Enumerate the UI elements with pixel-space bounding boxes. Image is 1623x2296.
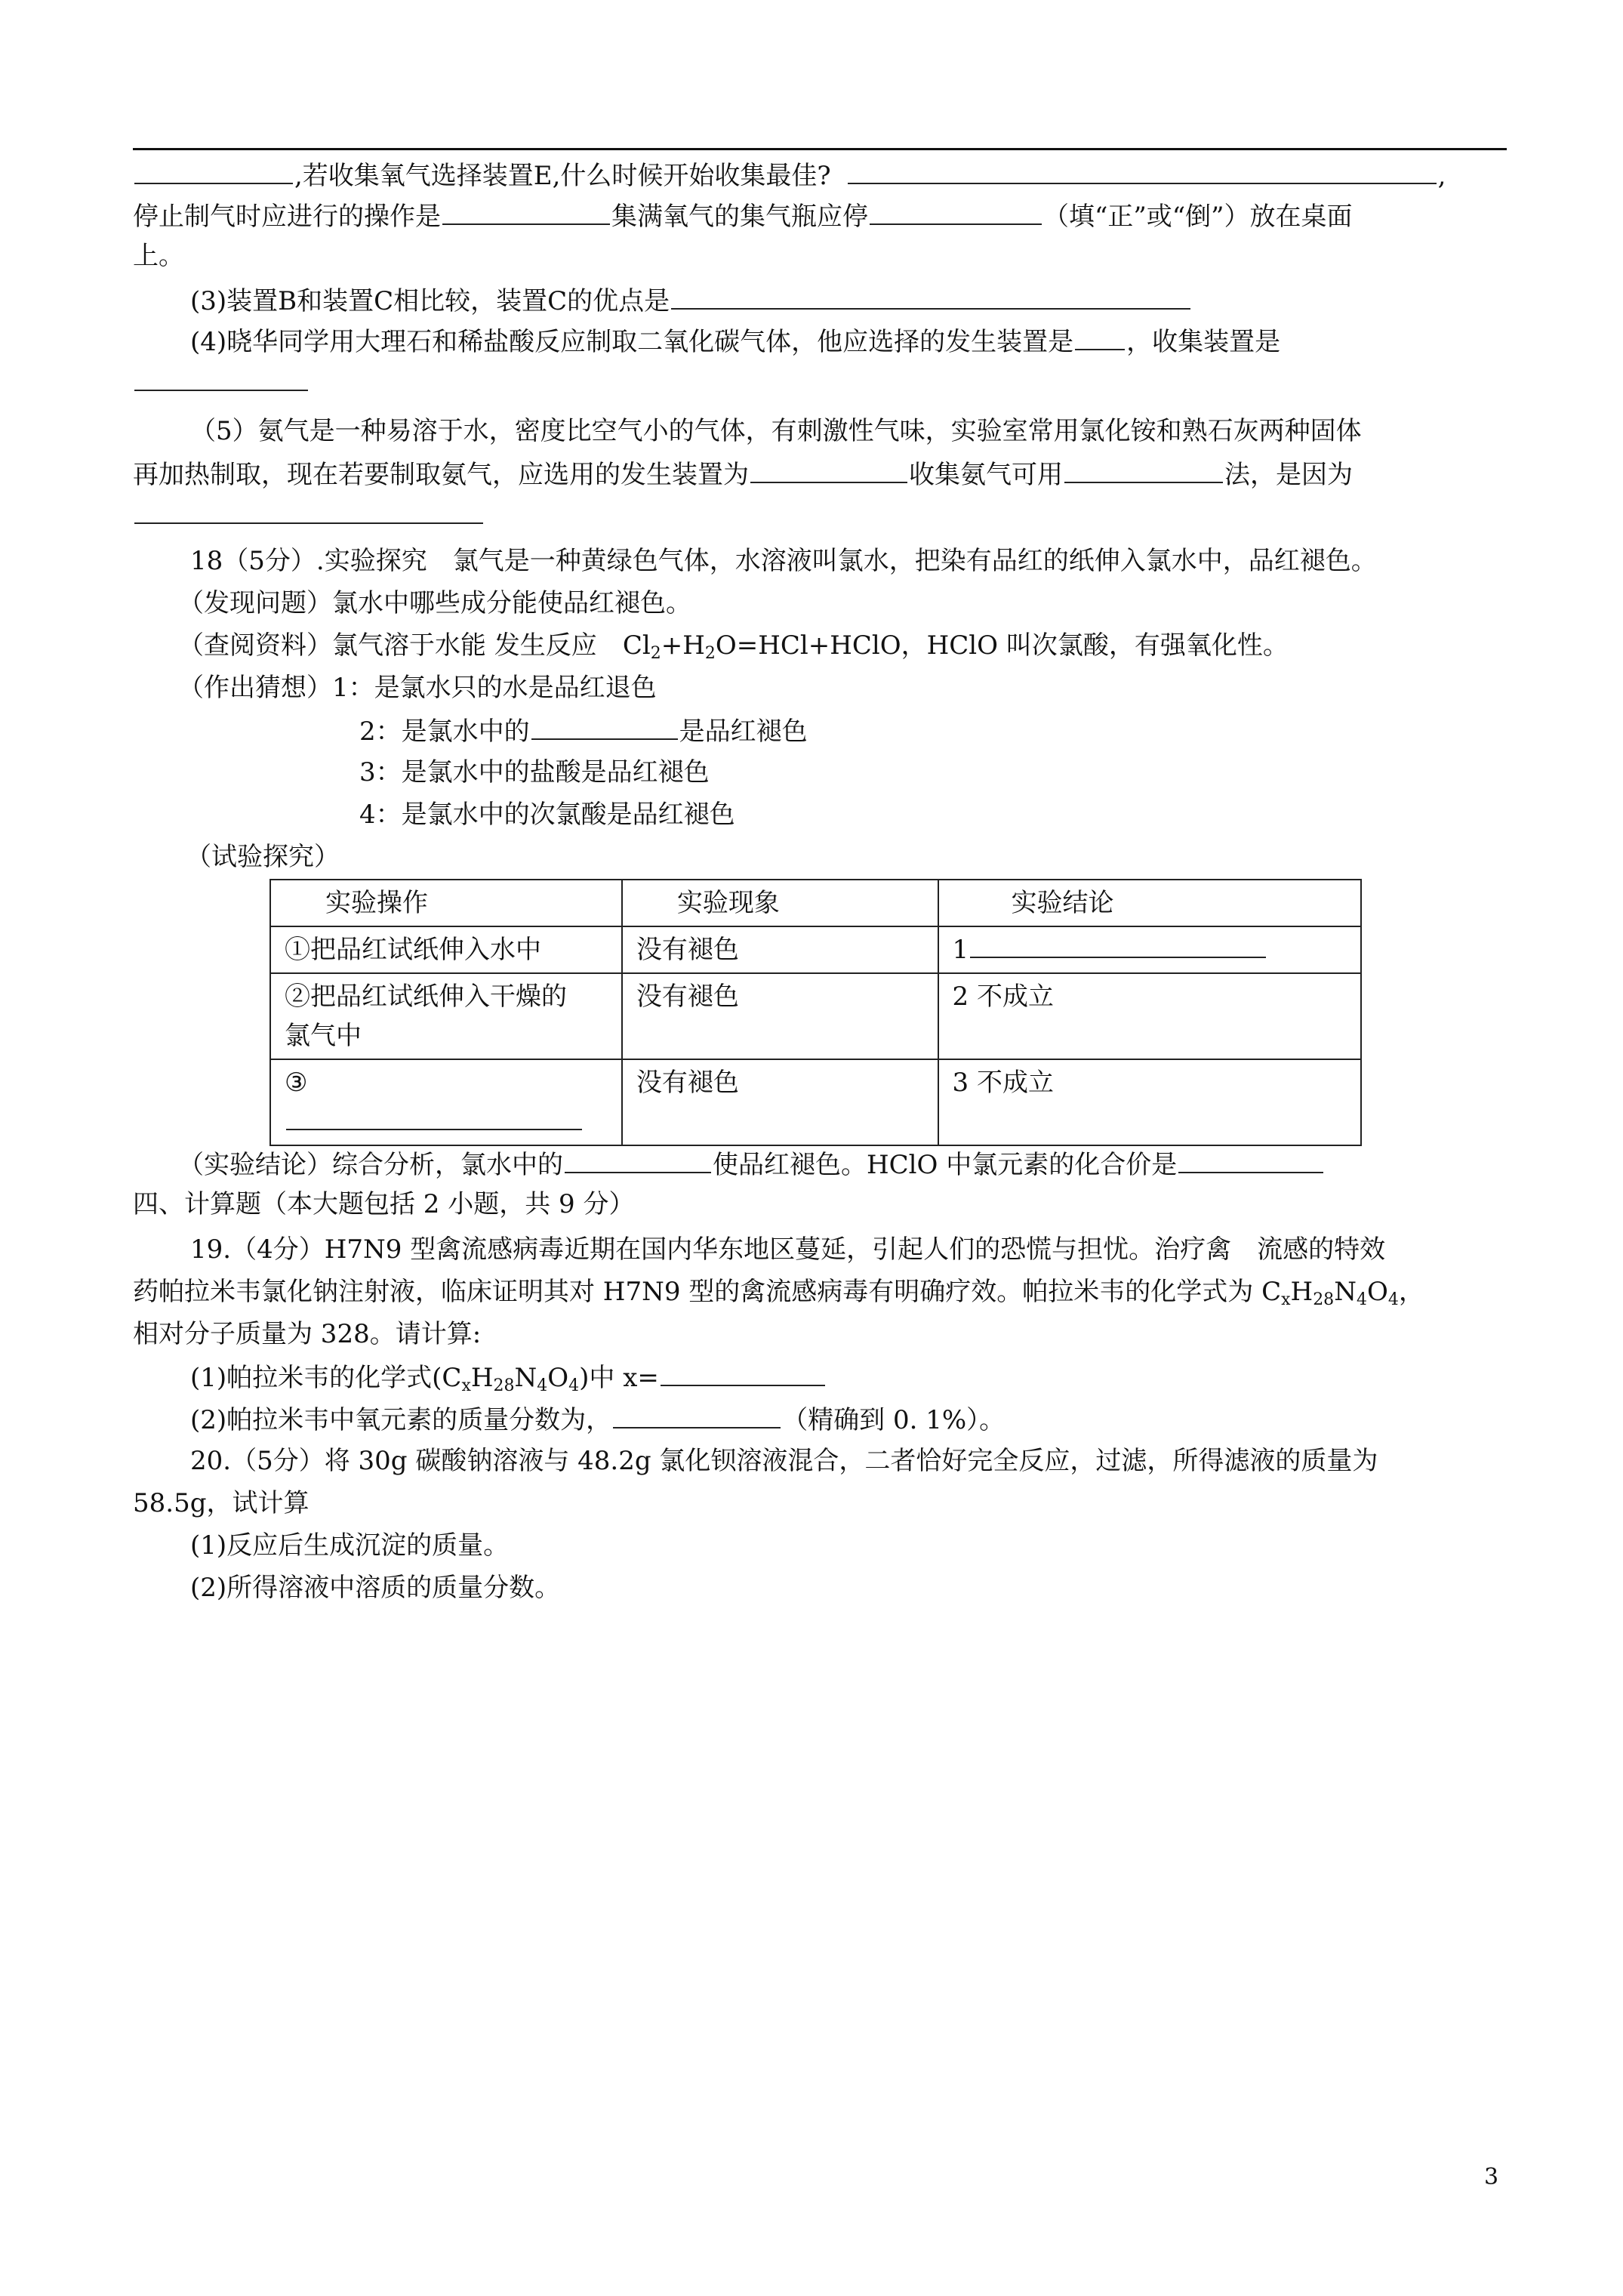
q18-text: 3：是氯水中的盐酸是品红褪色: [359, 757, 710, 787]
q20-text: (2)所得溶液中溶质的质量分数。: [190, 1573, 561, 1603]
equation-text: Cl: [622, 630, 651, 661]
q17-text: (4)晓华同学用大理石和稀盐酸反应制取二氧化碳气体，他应选择的发生装置是: [190, 327, 1074, 357]
q17-part5-line2: [133, 456, 1353, 492]
q18-problem: [178, 586, 691, 621]
table-cell: 3 不成立: [938, 1059, 1361, 1145]
formula-subscript: x: [461, 1376, 471, 1395]
q19-line1: [190, 1232, 1385, 1267]
table-cell: 没有褪色: [622, 973, 938, 1059]
q20-line2: [133, 1486, 309, 1521]
equation-subscript: 2: [650, 644, 661, 663]
equation-text: O=HCl+HClO，HClO 叫次氯酸，有强氧化性。: [715, 630, 1289, 661]
q19-line3: [133, 1317, 481, 1351]
formula-text: H: [470, 1363, 494, 1393]
answer-blank[interactable]: [848, 157, 1437, 184]
q17-text: 法，是因为: [1224, 460, 1353, 490]
table-cell: [270, 973, 622, 1059]
q17-text: 上。: [133, 241, 184, 271]
q17-text: 集满氧气的集气瓶应停: [611, 202, 868, 232]
q20-line1: [190, 1444, 1378, 1478]
q19-text: (1)帕拉米韦的化学式(C: [190, 1363, 462, 1393]
formula-subscript: 4: [1387, 1290, 1399, 1309]
answer-blank[interactable]: [750, 456, 907, 483]
table-row: [270, 973, 1361, 1059]
q18-text: （作出猜想）1：是氯水只的水是品红退色: [178, 673, 657, 703]
table-header: 实验结论: [938, 880, 1361, 926]
q17-text: ,若收集氧气选择装置E,什么时候开始收集最佳?: [294, 161, 831, 191]
table-cell-text: 氯气中: [285, 1021, 362, 1051]
q18-text: 使品红褪色。HClO 中氯元素的化合价是: [713, 1150, 1178, 1180]
q17-part5-line1: [190, 414, 1362, 448]
q18-guess3: [359, 755, 710, 790]
q19-text: )中 x=: [579, 1363, 659, 1393]
answer-blank[interactable]: [870, 198, 1042, 225]
q18-text: 是品红褪色: [679, 717, 808, 747]
formula-text: O: [1366, 1277, 1388, 1307]
header-rule: [133, 148, 1507, 150]
formula-text: N: [514, 1363, 537, 1393]
q19-text: 相对分子质量为 328。请计算:: [133, 1319, 482, 1349]
q20-text: (1)反应后生成沉淀的质量。: [190, 1530, 510, 1561]
table-cell: ①把品红试纸伸入水中: [270, 926, 622, 973]
formula-text: H: [1290, 1277, 1313, 1307]
q19-text: （精确到 0. 1%）。: [782, 1405, 1006, 1435]
table-cell: 没有褪色: [622, 1059, 938, 1145]
table-cell: [270, 1059, 622, 1145]
answer-blank[interactable]: [970, 931, 1266, 958]
answer-blank[interactable]: [286, 1103, 582, 1130]
table-cell-text: ③: [285, 1068, 308, 1098]
q18-intro: [190, 544, 1377, 578]
q19-part2: [190, 1401, 1005, 1438]
answer-blank[interactable]: [1178, 1146, 1323, 1173]
q18-text: （实验结论）综合分析，氯水中的: [178, 1150, 563, 1180]
formula-subscript: 4: [537, 1376, 548, 1395]
answer-blank[interactable]: [671, 282, 1190, 310]
section-heading: [133, 1187, 635, 1222]
answer-blank[interactable]: [134, 364, 308, 391]
answer-blank[interactable]: [1064, 456, 1223, 483]
answer-blank[interactable]: [565, 1146, 711, 1173]
q18-explore: [186, 840, 340, 874]
q18-guess4: [359, 797, 735, 832]
answer-blank[interactable]: [613, 1401, 781, 1428]
q17-line1: [133, 157, 1446, 193]
q18-text: （查阅资料）氯气溶于水能 发生反应: [178, 630, 623, 661]
formula-subscript: 28: [493, 1376, 515, 1395]
q17-text: 收集氨气可用: [909, 460, 1063, 490]
q17-part4-blank: [133, 364, 310, 400]
q17-text: (3)装置B和装置C相比较，装置C的优点是: [190, 286, 670, 316]
q18-text: 2：是氯水中的: [359, 717, 530, 747]
q17-line2: [133, 198, 1353, 234]
conclusion-number: 1: [952, 935, 969, 965]
experiment-table: [269, 879, 1362, 1146]
q18-text: 4：是氯水中的次氯酸是品红褪色: [359, 800, 735, 830]
answer-blank[interactable]: [661, 1359, 825, 1386]
q18-guess1: [178, 670, 657, 705]
q19-text: (2)帕拉米韦中氧元素的质量分数为，: [190, 1405, 612, 1435]
q17-part4: [190, 323, 1280, 359]
q17-text: 再加热制取，现在若要制取氨气，应选用的发生装置为: [133, 460, 749, 490]
table-row: [270, 1059, 1361, 1145]
table-header: 实验操作: [270, 880, 622, 926]
q18-info: [178, 628, 1289, 663]
table-cell: [938, 926, 1361, 973]
q20-text: 20.（5分）将 30g 碳酸钠溶液与 48.2g 氯化钡溶液混合，二者恰好完全反应，过滤，所得滤液的质量为: [190, 1446, 1378, 1476]
table-cell-text: ②把品红试纸伸入干燥的: [285, 982, 567, 1012]
answer-blank[interactable]: [1075, 323, 1125, 350]
q18-text: （试验探究）: [186, 842, 340, 872]
q18-text: 18（5分）.实验探究 氯气是一种黄绿色气体，水溶液叫氯水，把染有品红的纸伸入氯水中，品红褪色。: [190, 546, 1377, 576]
q17-text: （5）氨气是一种易溶于水，密度比空气小的气体，有刺激性气味，实验室常用氯化铵和熟石灰两种固体: [190, 416, 1362, 446]
answer-blank[interactable]: [442, 198, 610, 225]
q20-text: 58.5g，试计算: [133, 1488, 310, 1518]
q18-conclusion: [178, 1146, 1325, 1182]
page-number: 3: [1484, 2164, 1499, 2190]
q20-part2: [190, 1570, 560, 1605]
q19-line2: [133, 1274, 1424, 1309]
q20-part1: [190, 1528, 509, 1563]
table-cell: 2 不成立: [938, 973, 1361, 1059]
q18-text: （发现问题）氯水中哪些成分能使品红褪色。: [178, 588, 691, 618]
formula-subscript: x: [1281, 1290, 1291, 1309]
q19-text: 19.（4分）H7N9 型禽流感病毒近期在国内华东地区蔓延，引起人们的恐慌与担忧。治疗禽 流感的特效: [190, 1234, 1386, 1265]
equation-text: +H: [661, 630, 705, 661]
answer-blank[interactable]: [531, 713, 678, 740]
q19-part1: [190, 1359, 827, 1395]
q17-text: ,: [1437, 161, 1446, 191]
section-title: 四、计算题（本大题包括 2 小题，共 9 分）: [133, 1189, 635, 1219]
q17-text: 停止制气时应进行的操作是: [133, 202, 441, 232]
answer-blank[interactable]: [134, 497, 483, 524]
formula-subscript: 28: [1313, 1290, 1335, 1309]
table-header: 实验现象: [622, 880, 938, 926]
equation-subscript: 2: [704, 644, 716, 663]
q17-line3: [133, 239, 184, 273]
formula-text: O: [547, 1363, 569, 1393]
table-row: [270, 926, 1361, 973]
q17-part3: [190, 282, 1192, 319]
formula-text: N: [1334, 1277, 1357, 1307]
q17-text: （填“正”或“倒”）放在桌面: [1043, 202, 1353, 232]
formula-subscript: 4: [568, 1376, 580, 1395]
answer-blank[interactable]: [134, 157, 293, 184]
q18-guess2: [359, 713, 808, 749]
q19-text: 药帕拉米韦氯化钠注射液，临床证明其对 H7N9 型的禽流感病毒有明确疗效。帕拉米韦的化学式为 C: [133, 1277, 1282, 1307]
table-header-row: [270, 880, 1361, 926]
q19-text: ，: [1398, 1277, 1424, 1307]
q17-part5-blank: [133, 497, 485, 533]
table-cell: 没有褪色: [622, 926, 938, 973]
formula-subscript: 4: [1356, 1290, 1367, 1309]
q17-text: ，收集装置是: [1126, 327, 1281, 357]
